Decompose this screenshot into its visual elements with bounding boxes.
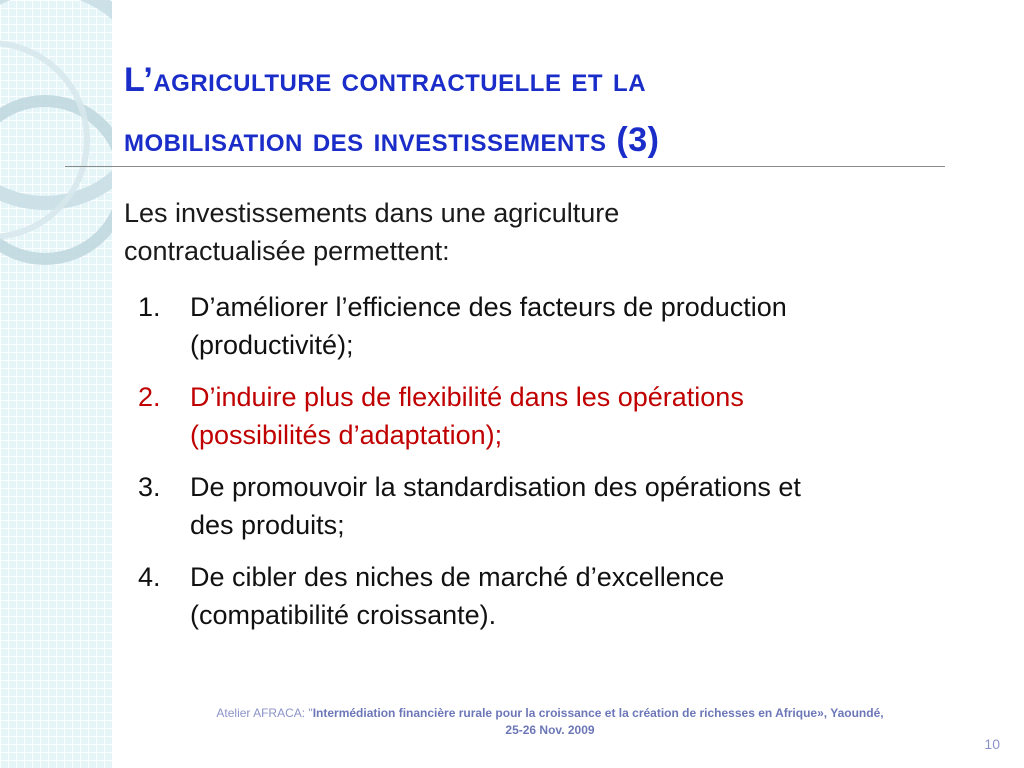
decorative-side-band bbox=[0, 0, 112, 768]
list-item bbox=[138, 558, 988, 634]
list-item-line: D’induire plus de flexibilité dans les opérations bbox=[190, 382, 744, 412]
slide-title bbox=[124, 50, 1004, 170]
list-item-number: 2. bbox=[138, 382, 161, 412]
list-item-line: (possibilités d’adaptation); bbox=[190, 420, 503, 450]
title-line-2: mobilisation des investissements (3) bbox=[124, 121, 660, 159]
title-line-1: L’agriculture contractuelle et la bbox=[124, 61, 647, 99]
title-divider bbox=[65, 166, 945, 167]
list-item-line: (productivité); bbox=[190, 330, 354, 360]
footer-dates: 25-26 Nov. 2009 bbox=[505, 723, 595, 737]
list-item-line: De promouvoir la standardisation des opérations et bbox=[190, 472, 801, 502]
list-item-line: des produits; bbox=[190, 510, 345, 540]
footer-prefix: Atelier AFRACA: " bbox=[216, 706, 313, 720]
list-item-highlighted bbox=[138, 378, 988, 454]
slide-footer bbox=[140, 705, 960, 739]
list-item-text bbox=[190, 378, 988, 454]
list-item-line: D’améliorer l’efficience des facteurs de production bbox=[190, 292, 787, 322]
intro-text bbox=[124, 194, 844, 270]
numbered-list bbox=[138, 288, 988, 648]
list-item-line: (compatibilité croissante). bbox=[190, 600, 497, 630]
intro-line-2: contractualisée permettent: bbox=[124, 236, 450, 266]
list-item bbox=[138, 468, 988, 544]
list-item-line: De cibler des niches de marché d’excellence bbox=[190, 562, 725, 592]
list-item-number: 1. bbox=[138, 292, 161, 322]
list-item bbox=[138, 288, 988, 364]
list-item-text bbox=[190, 288, 988, 364]
page-number: 10 bbox=[984, 736, 1000, 752]
list-item-text bbox=[190, 558, 988, 634]
footer-line-1 bbox=[140, 705, 960, 722]
list-item-text bbox=[190, 468, 988, 544]
list-item-number: 3. bbox=[138, 472, 161, 502]
list-item-number: 4. bbox=[138, 562, 161, 592]
intro-line-1: Les investissements dans une agriculture bbox=[124, 198, 620, 228]
footer-event-title: Intermédiation financière rurale pour la croissance et la création de richesses en Afrique», Yaoundé, bbox=[312, 706, 884, 720]
